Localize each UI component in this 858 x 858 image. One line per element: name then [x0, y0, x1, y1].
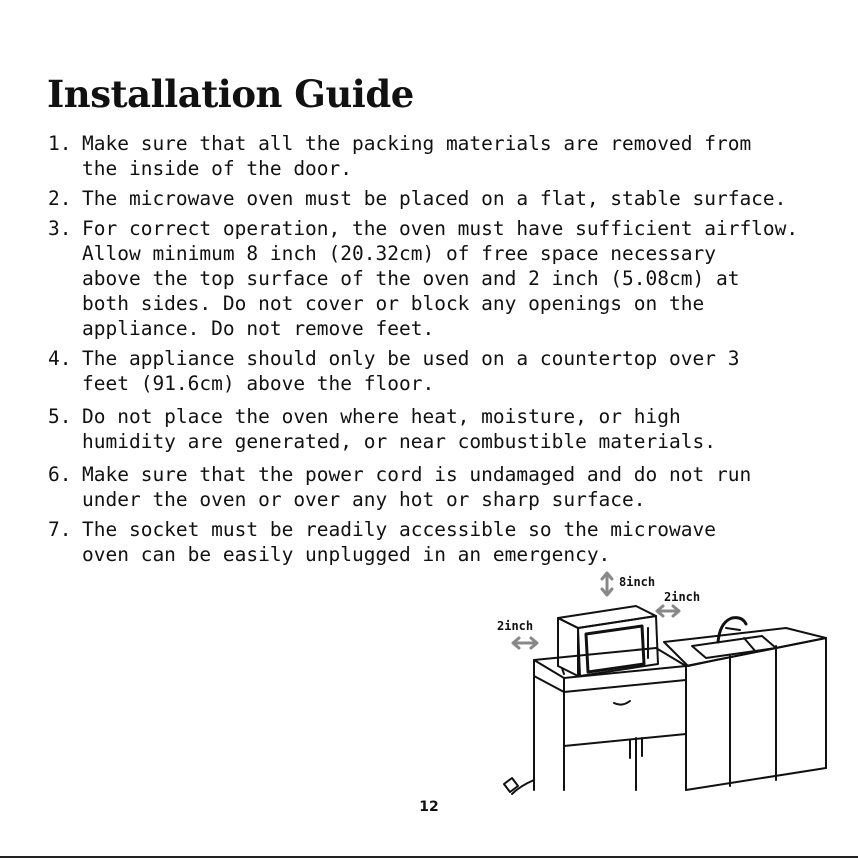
step-5	[48, 404, 848, 454]
step-3	[48, 216, 848, 341]
installation-steps-list	[48, 131, 848, 567]
clearance-arrow-right-icon	[657, 606, 679, 616]
step-4	[48, 346, 848, 396]
kitchen-clearance-illustration	[486, 568, 836, 798]
step-6	[48, 462, 848, 512]
step-line: Make sure that the power cord is undamaged and do not run	[82, 463, 752, 486]
step-number: 2.	[48, 187, 72, 210]
step-line: both sides. Do not cover or block any openings on the	[82, 292, 705, 315]
label-2inch-right: 2inch	[664, 590, 701, 604]
step-line: Allow minimum 8 inch (20.32cm) of free space necessary	[82, 242, 716, 265]
step-number: 6.	[48, 463, 72, 486]
clearance-arrow-top-icon	[602, 573, 612, 595]
label-8inch: 8inch	[619, 575, 656, 589]
step-number: 5.	[48, 405, 72, 428]
page-number: 12	[419, 799, 439, 815]
step-line: The socket must be readily accessible so the microwave	[82, 518, 716, 541]
step-line: Do not place the oven where heat, moisture, or high	[82, 405, 681, 428]
step-line: The microwave oven must be placed on a flat, stable surface.	[82, 187, 787, 210]
power-cord-icon	[504, 778, 534, 794]
step-number: 1.	[48, 132, 72, 155]
step-line: appliance. Do not remove feet.	[82, 317, 435, 340]
step-7	[48, 517, 848, 567]
clearance-arrow-left-icon	[513, 638, 537, 648]
step-number: 4.	[48, 347, 72, 370]
step-1	[48, 131, 848, 181]
step-line: For correct operation, the oven must have sufficient airflow.	[82, 217, 799, 240]
step-line: Make sure that all the packing materials are removed from	[82, 132, 752, 155]
step-number: 3.	[48, 217, 72, 240]
counter-with-sink-icon	[664, 618, 826, 790]
step-line: humidity are generated, or near combustible materials.	[82, 430, 716, 453]
microwave-icon	[558, 606, 658, 676]
step-number: 7.	[48, 518, 72, 541]
step-line: above the top surface of the oven and 2 inch (5.08cm) at	[82, 267, 740, 290]
page-title: Installation Guide	[47, 72, 414, 116]
step-line: oven can be easily unplugged in an emergency.	[82, 543, 611, 566]
step-2	[48, 186, 848, 211]
step-line: the inside of the door.	[82, 157, 353, 180]
step-line: The appliance should only be used on a countertop over 3	[82, 347, 740, 370]
label-2inch-left: 2inch	[497, 619, 534, 633]
step-line: under the oven or over any hot or sharp surface.	[82, 488, 646, 511]
step-line: feet (91.6cm) above the floor.	[82, 372, 435, 395]
